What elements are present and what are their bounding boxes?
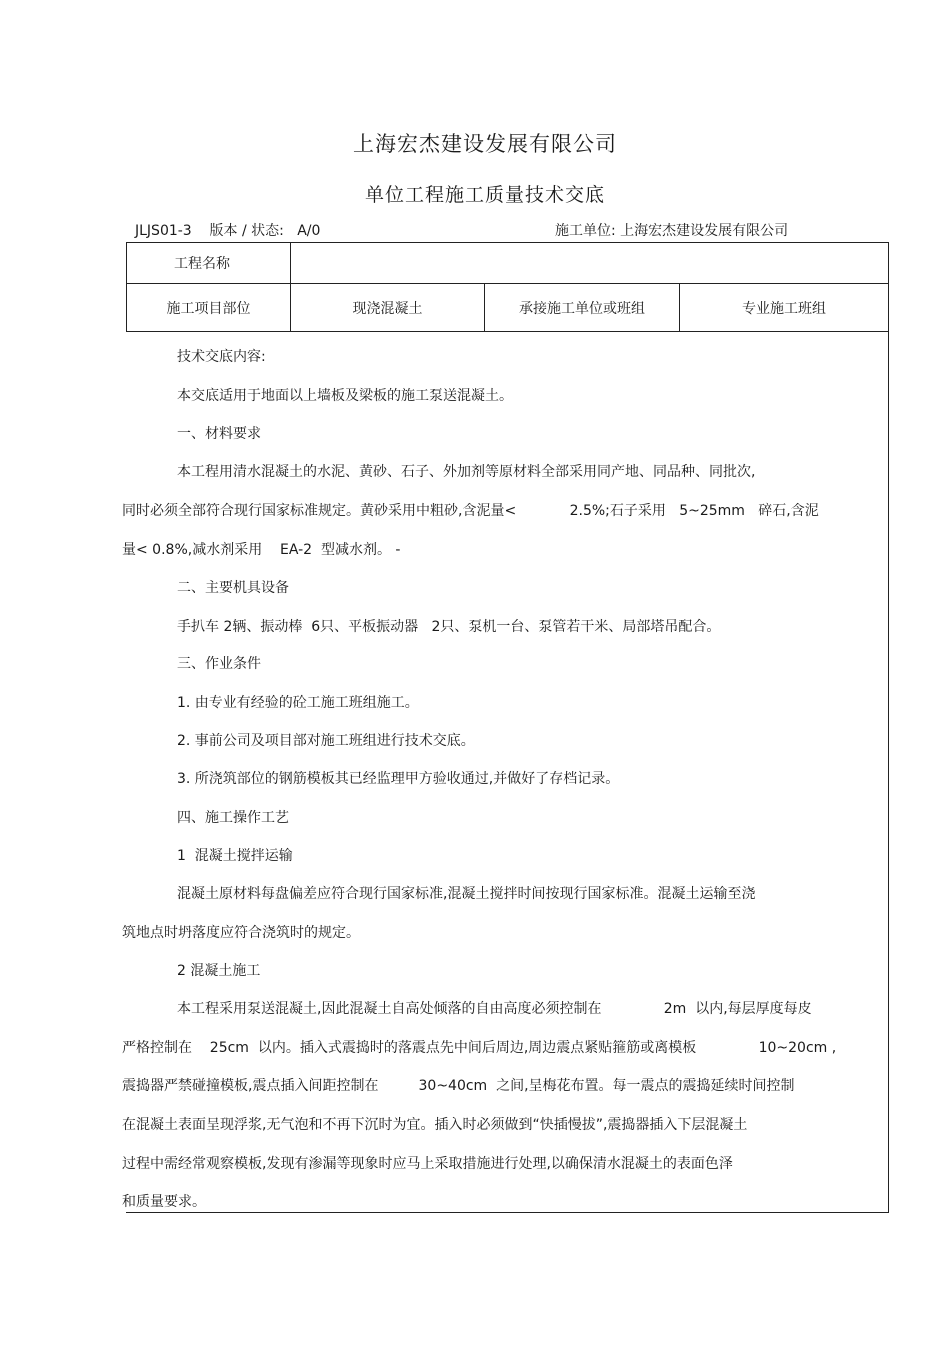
content-line: 过程中需经常观察模板,发现有渗漏等现象时应马上采取措施进行处理,以确保清水混凝土的表面色泽 — [122, 1156, 733, 1172]
part-label: 施工项目部位 — [166, 300, 251, 317]
content-line: 同时必须全部符合现行国家标准规定。黄砂采用中粗砂,含泥量< 2.5%;石子采用 5~25mm 碎石,含泥 — [122, 503, 819, 519]
content-line: 和质量要求。 — [122, 1194, 206, 1210]
version-value: A/0 — [297, 223, 321, 239]
content-line: 本工程采用泵送混凝土,因此混凝土自高处倾落的自由高度必须控制在 2m 以内,每层厚度每皮 — [177, 1001, 812, 1017]
content-line: 本工程用清水混凝土的水泥、黄砂、石子、外加剂等原材料全部采用同产地、同品种、同批次, — [177, 464, 756, 480]
content-line: 震捣器严禁碰撞模板,震点插入间距控制在 30~40cm 之间,呈梅花布置。每一震点的震捣延续时间控制 — [122, 1078, 795, 1094]
content-line: 筑地点时坍落度应符合浇筑时的规定。 — [122, 925, 360, 941]
content-line: 1 混凝土搅拌运输 — [177, 848, 293, 864]
content-line: 技术交底内容: — [177, 349, 266, 365]
doc-meta-left — [135, 220, 320, 240]
content-line: 1. 由专业有经验的砼工施工班组施工。 — [177, 695, 419, 711]
content-line: 二、主要机具设备 — [177, 580, 289, 596]
content-line: 四、施工操作工艺 — [177, 810, 289, 826]
content-line: 3. 所浇筑部位的钢筋模板其已经监理甲方验收通过,并做好了存档记录。 — [177, 771, 620, 787]
content-line: 量< 0.8%,减水剂采用 EA-2 型减水剂。 - — [122, 542, 401, 558]
contractor-label: 承接施工单位或班组 — [519, 300, 645, 317]
unit-label: 施工单位: — [555, 223, 616, 239]
content-line: 三、作业条件 — [177, 656, 261, 672]
doc-meta-right — [555, 220, 788, 240]
content-line: 一、材料要求 — [177, 426, 261, 442]
project-name-label: 工程名称 — [174, 256, 230, 272]
table-row-divider — [126, 331, 889, 332]
table-border-right — [888, 242, 889, 1213]
unit-value: 上海宏杰建设发展有限公司 — [620, 223, 789, 239]
content-line: 2 混凝土施工 — [177, 963, 261, 979]
project-name-value — [291, 243, 888, 283]
version-label: 版本 / 状态: — [209, 223, 284, 239]
content-line: 2. 事前公司及项目部对施工班组进行技术交底。 — [177, 733, 475, 749]
team-label: 专业施工班组 — [742, 300, 826, 317]
content-line: 在混凝土表面呈现浮浆,无气泡和不再下沉时为宜。插入时必须做到“快插慢拔”,震捣器插入下层混凝土 — [122, 1117, 748, 1133]
content-line: 手扒车 2辆、振动棒 6只、平板振动器 2只、泵机一台、泵管若干米、局部塔吊配合。 — [177, 619, 721, 635]
table-border-bottom — [126, 1212, 889, 1213]
content-line: 混凝土原材料每盘偏差应符合现行国家标准,混凝土搅拌时间按现行国家标准。混凝土运输至浇 — [177, 886, 756, 902]
doc-code: JLJS01-3 — [135, 223, 192, 239]
content-line: 本交底适用于地面以上墙板及梁板的施工泵送混凝土。 — [177, 388, 513, 404]
company-title: 上海宏杰建设发展有限公司 — [353, 132, 617, 156]
document-title: 单位工程施工质量技术交底 — [364, 184, 605, 206]
part-value: 现浇混凝土 — [352, 300, 423, 317]
content-line: 严格控制在 25cm 以内。插入式震捣时的落震点先中间后周边,周边震点紧贴箍筋或离模板 10~20cm , — [122, 1040, 837, 1056]
